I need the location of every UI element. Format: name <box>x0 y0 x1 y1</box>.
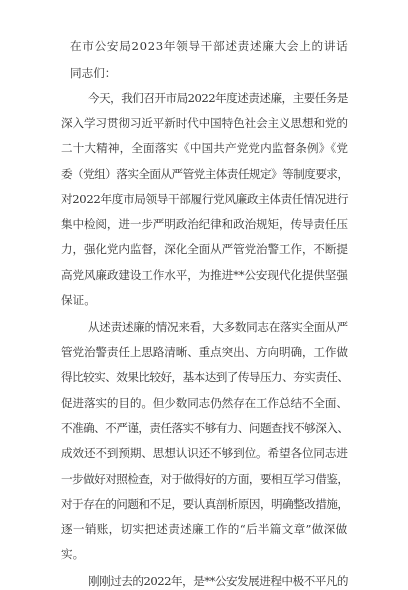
paragraph-line: 不准确、不严谨，责任落实不够有力、问题查找不够深入、 <box>61 421 349 435</box>
paragraph-line: 促进落实的目的。但少数同志仍然存在工作总结不全面、 <box>61 396 348 410</box>
salutation: 同志们： <box>70 66 117 80</box>
paragraph-line: 力，强化党内监督，深化全面从严管党治警工作，不断提 <box>61 242 348 256</box>
paragraph-line: 委（党组）落实全面从严管党主体责任规定》等制度要求， <box>61 167 349 181</box>
paragraph-line: 从述责述廉的情况来看，大多数同志在落实全面从严 <box>88 320 348 334</box>
paragraph-line: 刚刚过去的2022年，是**公安发展进程中极不平凡的 <box>88 574 348 588</box>
paragraph-line: 高党风廉政建设工作水平，为推进**公安现代化提供坚强 <box>61 268 348 282</box>
paragraph-line: 对2022年度市局领导干部履行党风廉政主体责任情况进行 <box>61 192 349 206</box>
paragraph-line: 实。 <box>61 547 85 561</box>
paragraph-line: 今天，我们召开市局2022年度述责述廉，主要任务是 <box>88 91 348 105</box>
paragraph-line: 成效还不到预期、思想认识还不够到位。希望各位同志进 <box>61 446 348 460</box>
paragraph-line: 对于存在的问题和不足，要认真剖析原因，明确整改措施， <box>61 497 349 511</box>
paragraph-line: 逐一销账，切实把述责述廉工作的“后半篇文章”做深做 <box>61 522 348 536</box>
paragraph-line: 集中检阅，进一步严明政治纪律和政治规矩，传导责任压 <box>61 217 348 231</box>
paragraph-line: 一步做好对照检查，对于做得好的方面，要相互学习借鉴， <box>61 472 349 486</box>
paragraph-line: 深入学习贯彻习近平新时代中国特色社会主义思想和党的 <box>61 116 348 130</box>
paragraph-line: 得比较实、效果比较好，基本达到了传导压力、夯实责任、 <box>61 370 349 384</box>
paragraph-line: 保证。 <box>61 293 96 307</box>
paragraph-line: 二十大精神，全面落实《中国共产党党内监督条例》《党 <box>61 141 349 155</box>
document-title: 在市公安局2023年领导干部述责述廉大会上的讲话 <box>70 39 349 53</box>
paragraph-line: 管党治警责任上思路清晰、重点突出、方向明确，工作做 <box>61 345 348 359</box>
